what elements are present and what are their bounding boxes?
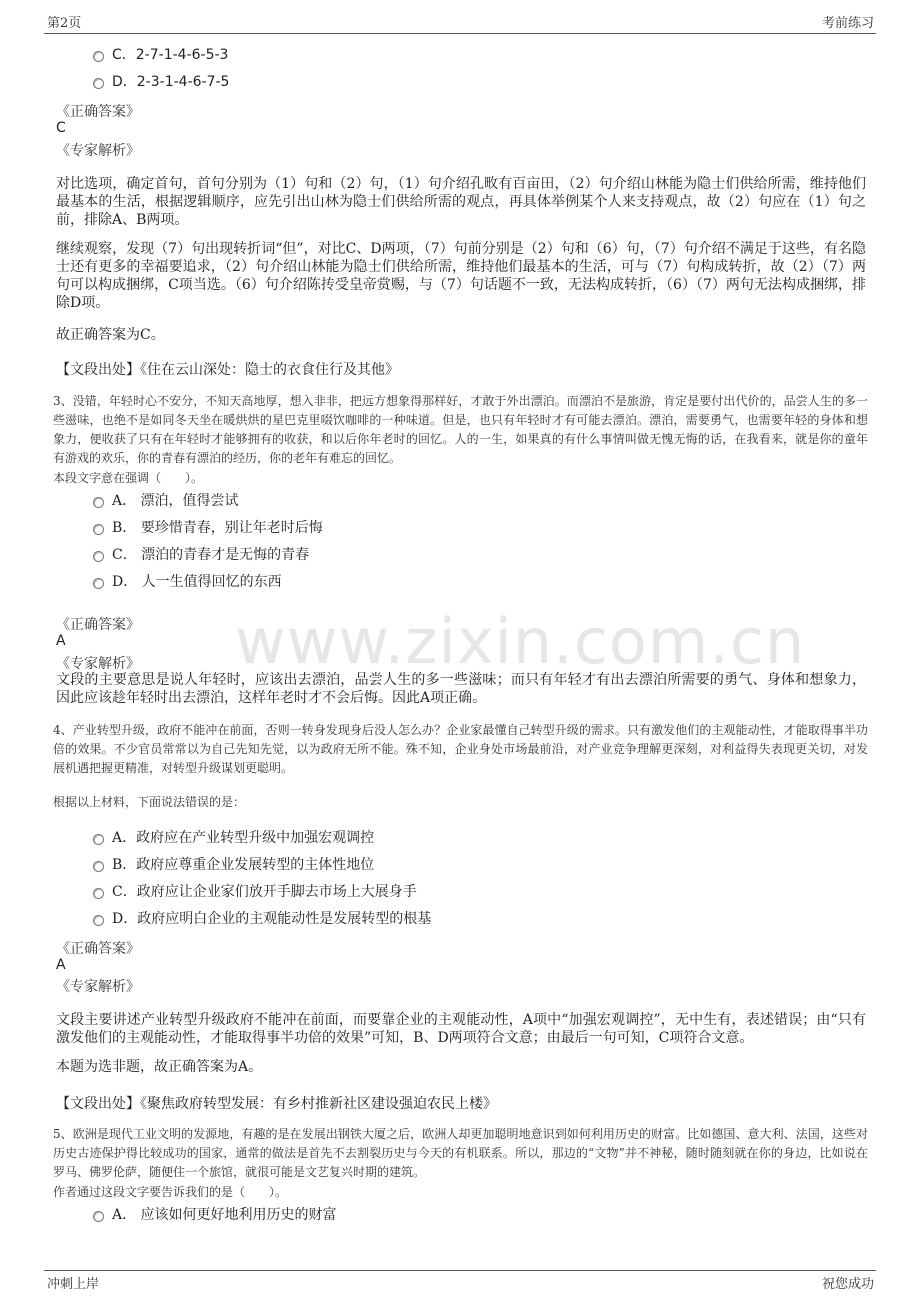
- radio-icon[interactable]: [93, 578, 104, 589]
- radio-icon[interactable]: [93, 551, 104, 562]
- analysis-paragraph: 对比选项，确定首句，首句分别为（1）句和（2）句，（1）句介绍孔畋有百亩田，（2）句介绍山林能为隐士们供给所需，维持他们最基本的生活，根据逻辑顺序，应先引出山林为隐士们供给所需的观点，再具体举例某个人来支持观点，故（2）句应在（1）句之前，排除A、B两项。: [56, 176, 866, 228]
- analysis-paragraph: 继续观察，发现（7）句出现转折词“但”，对比C、D两项，（7）句前分别是（2）句和（6）句，（7）句介绍不满足于这些，有名隐士还有更多的幸福要追求，（2）句介绍山林能为隐士们供给所需，维持他们最基本的生活，可与（7）句构成转折，故（2）（7）两句可以构成捆绑，C项当选。（6）句介绍陈抟受皇帝赏赐，与（7）句话题不一致，无法构成转折，（6）（7）两句无法构成捆绑，排除D项。: [56, 241, 866, 311]
- source-citation: 【文段出处】《聚焦政府转型发展：有乡村推新社区建设强迫农民上楼》: [56, 1096, 497, 1112]
- answer-label: 《正确答案》: [56, 941, 140, 957]
- option-b[interactable]: [93, 856, 374, 874]
- radio-icon[interactable]: [93, 915, 104, 926]
- question-prompt: 本段文字意在强调（ ）。: [53, 471, 204, 485]
- analysis-paragraph: 文段的主要意思是说人年轻时，应该出去漂泊，品尝人生的多一些滋味；而只有年轻才有出去漂泊所需要的勇气、身体和想象力，因此应该趁年轻时出去漂泊，这样年老时才不会后悔。因此A项正确。: [56, 672, 866, 706]
- option-label: D． 人一生值得回忆的东西: [112, 574, 282, 590]
- question-stem: 3、没错，年轻时心不安分，不知天高地厚，想入非非，把远方想象得那样好，才敢于外出漂泊。而漂泊不是旅游，肯定是要付出代价的，品尝人生的多一些滋味，也绝不是如同冬天坐在暖烘烘的星巴克里啜饮咖啡的一种味道。但是，也只有年轻时才有可能去漂泊。漂泊，需要勇气，也需要年轻的身体和想象力，便收获了只有在年轻时才能够拥有的收获，和以后你年老时的回忆。人的一生，如果真的有什么事情叫做无愧无悔的话，在我看来，就是你的童年有游戏的欢乐，你的青春有漂泊的经历，你的老年有难忘的回忆。: [53, 394, 868, 465]
- option-label: B．政府应尊重企业发展转型的主体性地位: [112, 857, 375, 873]
- footer-divider: [44, 1270, 876, 1271]
- analysis-conclusion: 本题为选非题，故正确答案为A。: [56, 1059, 263, 1075]
- analysis-label: 《专家解析》: [56, 979, 140, 995]
- option-d[interactable]: [93, 910, 431, 928]
- page-number: 第2页: [47, 16, 82, 31]
- option-label: C．2-7-1-4-6-5-3: [112, 47, 229, 63]
- analysis-paragraph: 文段主要讲述产业转型升级政府不能冲在前面，而要靠企业的主观能动性，A项中“加强宏观调控”，无中生有，表述错误；由“只有激发他们的主观能动性，才能取得事半功倍的效果”可知，B、D两项符合文意；由最后一句可知，C项符合文意。: [56, 1012, 866, 1046]
- radio-icon[interactable]: [93, 78, 104, 89]
- option-d[interactable]: [93, 573, 282, 591]
- header-title: 考前练习: [821, 16, 874, 31]
- option-a[interactable]: [93, 829, 374, 847]
- analysis-conclusion: 故正确答案为C。: [56, 327, 165, 343]
- option-label: A．政府应在产业转型升级中加强宏观调控: [112, 830, 375, 846]
- option-label: C． 漂泊的青春才是无悔的青春: [112, 547, 310, 563]
- radio-icon[interactable]: [93, 834, 104, 845]
- analysis-label: 《专家解析》: [56, 656, 140, 672]
- radio-icon[interactable]: [93, 1211, 104, 1222]
- answer-value: C: [56, 120, 66, 136]
- radio-icon[interactable]: [93, 888, 104, 899]
- option-c[interactable]: [93, 883, 417, 901]
- option-label: B． 要珍惜青春，别让年老时后悔: [112, 520, 323, 536]
- watermark: www.zixin.com.cn: [235, 605, 806, 678]
- option-d[interactable]: [93, 73, 229, 91]
- radio-icon[interactable]: [93, 861, 104, 872]
- question-stem: 5、欧洲是现代工业文明的发源地，有趣的是在发展出钢铁大厦之后，欧洲人却更加聪明地意识到如何利用历史的财富。比如德国、意大利、法国，这些对历史古迹保护得比较成功的国家，通常的做法是首先不去割裂历史与今天的有机联系。所以，那边的“文物”并不神秘，随时随刻就在你的身边，比如说在罗马、佛罗伦萨，随便住一个旅馆，就很可能是文艺复兴时期的建筑。: [53, 1127, 868, 1179]
- option-label: D．政府应明白企业的主观能动性是发展转型的根基: [112, 911, 432, 927]
- question-prompt: 根据以上材料，下面说法错误的是：: [53, 795, 246, 809]
- analysis-label: 《专家解析》: [56, 143, 140, 159]
- source-citation: 【文段出处】《住在云山深处：隐士的衣食住行及其他》: [56, 362, 399, 378]
- option-a[interactable]: [93, 1206, 337, 1224]
- question-prompt: 作者通过这段文字要告诉我们的是（ ）。: [53, 1185, 288, 1199]
- option-label: C．政府应让企业家们放开手脚去市场上大展身手: [112, 884, 417, 900]
- answer-value: A: [56, 957, 66, 973]
- option-c[interactable]: [93, 46, 228, 64]
- question-stem: 4、产业转型升级，政府不能冲在前面，否则一转身发现身后没人怎么办？企业家最懂自己转型升级的需求。只有激发他们的主观能动性，才能取得事半功倍的效果。不少官员常常以为自己先知先觉，以为政府无所不能。殊不知，企业身处市场最前沿，对产业竞争理解更深刻，对利益得失表现更关切，对发展机遇把握更精准，对转型升级谋划更聪明。: [53, 723, 868, 775]
- option-label: D．2-3-1-4-6-7-5: [112, 74, 230, 90]
- option-a[interactable]: [93, 492, 239, 510]
- answer-label: 《正确答案》: [56, 104, 140, 120]
- answer-value: A: [56, 633, 66, 649]
- footer-left-text: 冲刺上岸: [47, 1277, 100, 1292]
- radio-icon[interactable]: [93, 51, 104, 62]
- footer-right-text: 祝您成功: [821, 1277, 874, 1292]
- option-label: A． 漂泊，值得尝试: [112, 493, 239, 509]
- answer-label: 《正确答案》: [56, 617, 140, 633]
- radio-icon[interactable]: [93, 497, 104, 508]
- radio-icon[interactable]: [93, 524, 104, 535]
- option-b[interactable]: [93, 519, 323, 537]
- header-divider: [44, 33, 876, 34]
- option-c[interactable]: [93, 546, 309, 564]
- option-label: A． 应该如何更好地利用历史的财富: [112, 1207, 337, 1223]
